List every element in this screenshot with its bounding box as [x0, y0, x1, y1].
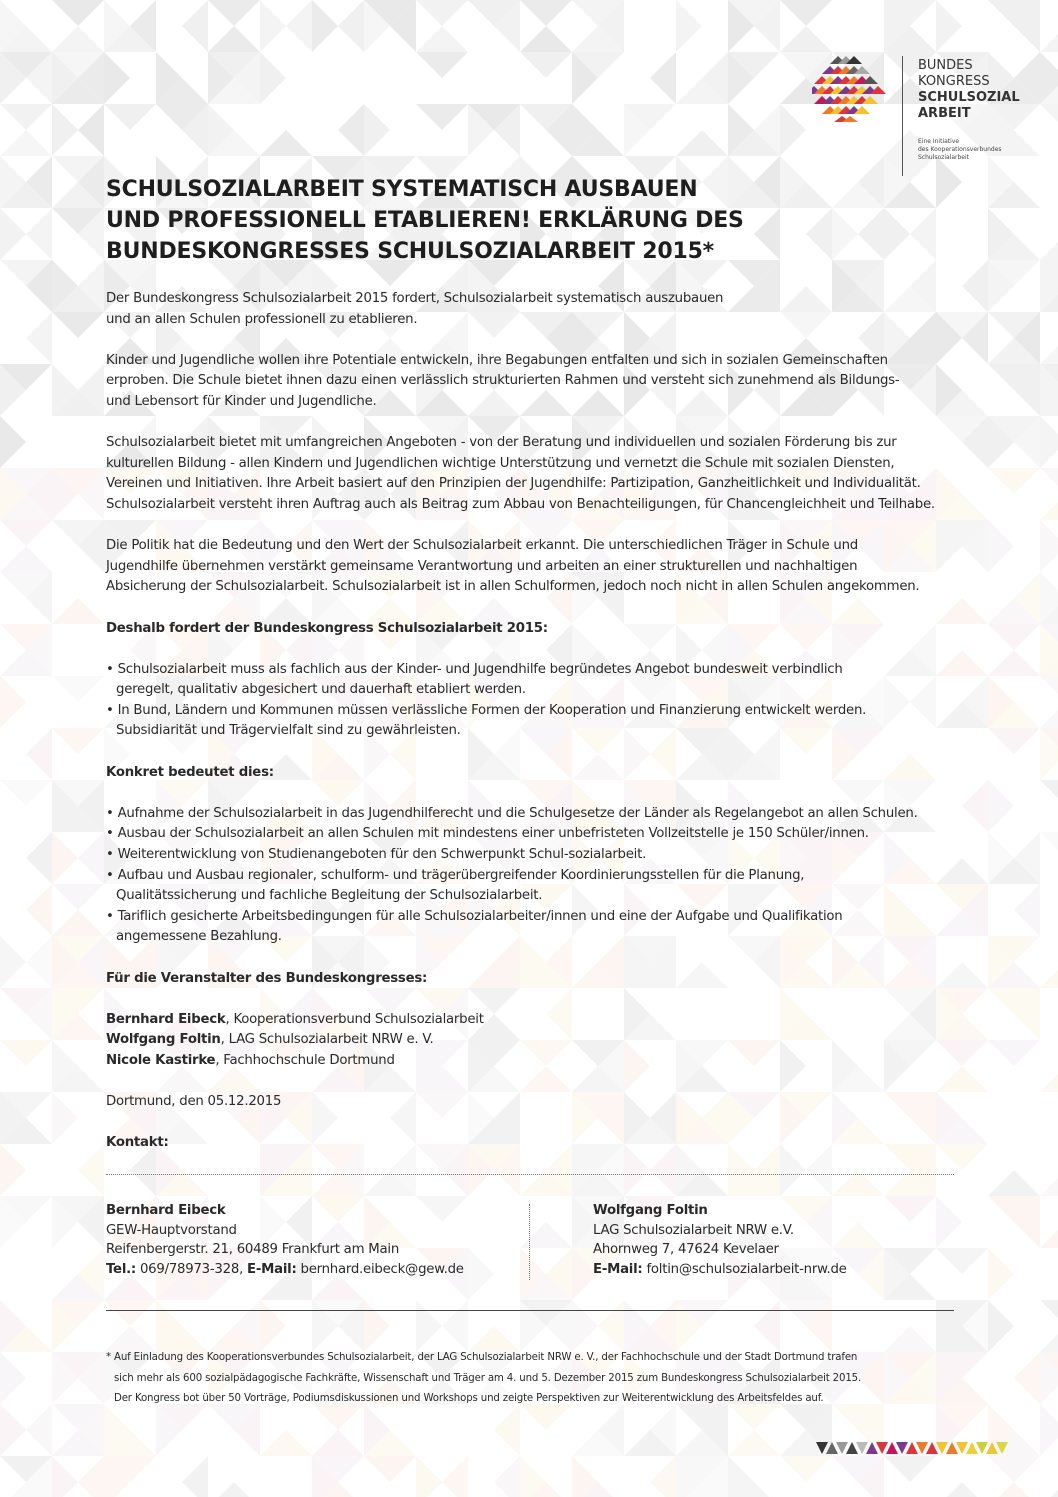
- footnote-divider: [106, 1310, 954, 1311]
- place-date: Dortmund, den 05.12.2015: [106, 1094, 282, 1110]
- footnote: [106, 1348, 954, 1410]
- organizer-org: , LAG Schulsozialarbeit NRW e. V.: [220, 1032, 434, 1048]
- demand-item-continued: Subsidiarität und Trägervielfalt sind zu gewährleisten.: [116, 723, 461, 739]
- demands-heading: Deshalb fordert der Bundeskongress Schulsozialarbeit 2015:: [106, 620, 548, 636]
- paragraph-line: Absicherung der Schulsozialarbeit. Schulsozialarbeit ist in allen Schulformen, jedoch noch nicht in allen Schulen angekommen.: [106, 579, 920, 595]
- organizer-entry: [106, 1030, 936, 1051]
- title-line: SCHULSOZIALARBEIT SYSTEMATISCH AUSBAUEN: [106, 177, 698, 202]
- contact-card-eibeck: [106, 1201, 464, 1279]
- logo-subtitle: [918, 138, 1002, 162]
- footnote-line: sich mehr als 600 sozialpädagogische Fachkräfte, Wissenschaft und Träger am 4. und 5. Dezember 2015 zum Bundeskongress Schulsozialarbeit 2015.: [114, 1372, 862, 1384]
- paragraph-line: Die Politik hat die Bedeutung und den Wert der Schulsozialarbeit erkannt. Die unterschiedlichen Träger in Schule und: [106, 538, 858, 554]
- paragraph-line: kulturellen Bildung - allen Kindern und Jugendlichen wichtige Unterstützung und vernetzt die Schule mit sozialen Diensten,: [106, 455, 895, 471]
- contact-mail: [593, 1260, 847, 1280]
- logo-line: KONGRESS: [918, 74, 990, 89]
- demand-item: • Schulsozialarbeit muss als fachlich aus der Kinder- und Jugendhilfe begründetes Angebot bundesweit verbindlich: [106, 661, 843, 677]
- contact-address: Reifenbergerstr. 21, 60489 Frankfurt am Main: [106, 1242, 399, 1258]
- paragraph-line: Der Bundeskongress Schulsozialarbeit 2015 fordert, Schulsozialarbeit systematisch auszubauen: [106, 291, 724, 306]
- footnote-line: Der Kongress bot über 50 Vorträge, Podiumsdiskussionen und Workshops und zeigte Perspektiven zur Weiterentwicklung des Arbeitsfeldes auf.: [114, 1393, 824, 1404]
- logo-sub-line: Schulsozialarbeit: [918, 154, 969, 161]
- organizer-name: Bernhard Eibeck: [106, 1011, 226, 1027]
- organizer-name: Wolfgang Foltin: [106, 1032, 221, 1048]
- concrete-item-continued: angemessene Bezahlung.: [116, 929, 282, 945]
- logo-mark-icon: [812, 56, 888, 122]
- footnote-line: * Auf Einladung des Kooperationsverbundes Schulsozialarbeit, der LAG Schulsozialarbeit NRW e. V., der Fachhochschule und der Stadt Dortmund trafen: [106, 1352, 858, 1363]
- mail-link[interactable]: bernhard.eibeck@gew.de: [296, 1261, 464, 1277]
- title-line: BUNDESKONGRESSES SCHULSOZIALARBEIT 2015*: [106, 239, 714, 264]
- paragraph-line: und an allen Schulen professionell zu etablieren.: [106, 311, 418, 327]
- contact-tel-mail: [106, 1260, 464, 1280]
- contact-org: GEW-Hauptvorstand: [106, 1222, 237, 1238]
- concrete-item: • Aufnahme der Schulsozialarbeit in das Jugendhilferecht und die Schulgesetze der Länder als Regelangebot an allen Schulen.: [106, 805, 918, 821]
- demand-item: • In Bund, Ländern und Kommunen müssen verlässliche Formen der Kooperation und Finanzierung entwickelt werden.: [106, 702, 867, 718]
- page-title: [106, 174, 926, 267]
- organizer-org: , Fachhochschule Dortmund: [215, 1052, 395, 1068]
- contact-divider-top: [106, 1174, 954, 1175]
- contact-heading: Kontakt:: [106, 1135, 169, 1151]
- logo-line: ARBEIT: [918, 106, 971, 121]
- declaration-body: [106, 289, 936, 1154]
- concrete-item: • Aufbau und Ausbau regionaler, schulform- und trägerübergreifender Koordinierungsstellen für die Planung,: [106, 867, 805, 883]
- logo-sub-line: des Kooperationsverbundes: [918, 146, 1002, 153]
- logo-sub-line: Eine Initiative: [918, 138, 960, 145]
- mail-label: E-Mail:: [247, 1261, 297, 1277]
- paragraph-line: erproben. Die Schule bietet ihnen dazu einen verlässlich strukturierten Rahmen und versteht sich zunehmend als Bildungs-: [106, 373, 900, 389]
- mail-label: E-Mail:: [593, 1261, 643, 1277]
- concrete-heading: Konkret bedeutet dies:: [106, 764, 274, 780]
- organizer-org: , Kooperationsverbund Schulsozialarbeit: [225, 1011, 484, 1027]
- contact-name: Bernhard Eibeck: [106, 1203, 226, 1218]
- logo-wordmark: [918, 58, 1020, 122]
- decorative-triangle-strip: [816, 1440, 1008, 1456]
- organizer-entry: [106, 1051, 936, 1072]
- title-line: UND PROFESSIONELL ETABLIEREN! ERKLÄRUNG DES: [106, 208, 744, 233]
- paragraph-line: Jugendhilfe übernehmen verstärkt gemeinsame Verantwortung und arbeiten an einer strukturellen und nachhaltigen: [106, 558, 858, 574]
- contact-address: Ahornweg 7, 47624 Kevelaer: [593, 1242, 779, 1258]
- contact-name: Wolfgang Foltin: [593, 1203, 708, 1218]
- paragraph-line: und Lebensort für Kinder und Jugendliche.: [106, 393, 377, 409]
- logo-line: SCHULSOZIAL: [918, 90, 1020, 105]
- logo-line: BUNDES: [918, 58, 973, 73]
- contact-card-foltin: [593, 1201, 847, 1279]
- contact-org: LAG Schulsozialarbeit NRW e.V.: [593, 1222, 794, 1238]
- paragraph-line: Kinder und Jugendliche wollen ihre Potentiale entwickeln, ihre Begabungen entfalten und sich in sozialen Gemeinschaften: [106, 352, 888, 368]
- paragraph-line: Vereinen und Initiativen. Ihre Arbeit basiert auf den Prinzipien der Jugendhilfe: Partizipation, Ganzheitlichkeit und Individualität.: [106, 476, 921, 492]
- tel-value: 069/78973-328,: [136, 1261, 248, 1277]
- organizers-heading: Für die Veranstalter des Bundeskongresses:: [106, 970, 428, 986]
- paragraph-line: Schulsozialarbeit versteht ihren Auftrag auch als Beitrag zum Abbau von Benachteiligungen, für Chancengleichheit und Teilhabe.: [106, 496, 935, 512]
- concrete-item: • Ausbau der Schulsozialarbeit an allen Schulen mit mindestens einer unbefristeten Vollzeitstelle je 150 Schüler/innen.: [106, 826, 869, 842]
- mail-link[interactable]: foltin@schulsozialarbeit-nrw.de: [642, 1261, 847, 1277]
- organizer-name: Nicole Kastirke: [106, 1052, 216, 1068]
- tel-label: Tel.:: [106, 1261, 136, 1277]
- concrete-item: • Weiterentwicklung von Studienangeboten für den Schwerpunkt Schul-sozialarbeit.: [106, 847, 647, 863]
- concrete-item-continued: Qualitätssicherung und fachliche Begleitung der Schulsozialarbeit.: [116, 888, 543, 904]
- contact-column-divider: [529, 1204, 530, 1280]
- bundeskongress-logo: [812, 56, 1032, 178]
- logo-divider: [902, 56, 903, 176]
- demand-item-continued: geregelt, qualitativ abgesichert und dauerhaft etabliert werden.: [116, 682, 526, 698]
- concrete-item: • Tariflich gesicherte Arbeitsbedingungen für alle Schulsozialarbeiter/innen und eine der Aufgabe und Qualifikation: [106, 908, 843, 924]
- paragraph-line: Schulsozialarbeit bietet mit umfangreichen Angeboten - von der Beratung und individuellen und sozialen Förderung bis zur: [106, 435, 897, 451]
- organizer-entry: [106, 1010, 936, 1031]
